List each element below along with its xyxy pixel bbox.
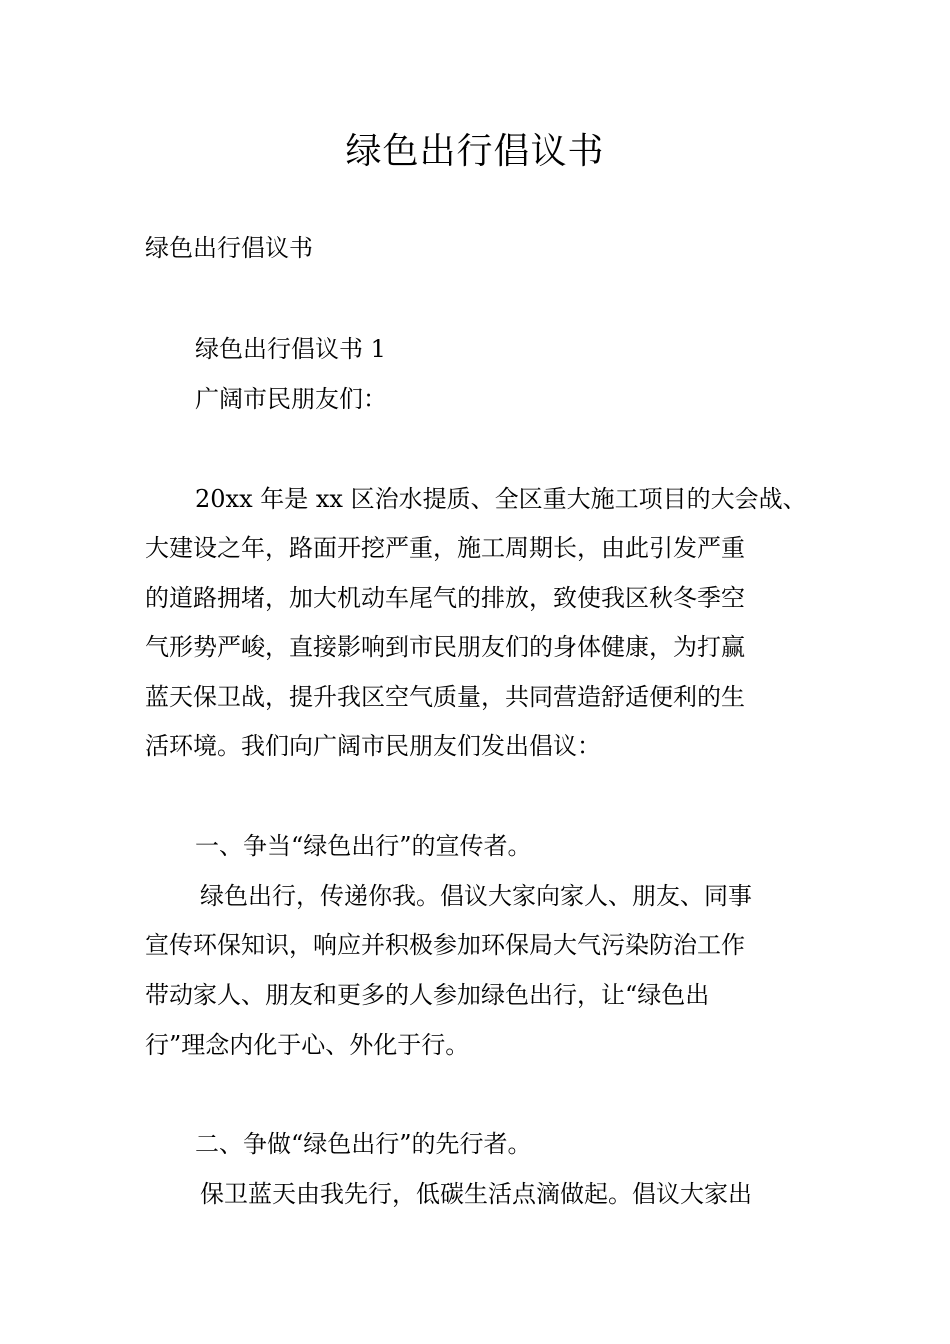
intro-line-2: 大建设之年，路面开挖严重，施工周期长，由此引发严重 (145, 534, 745, 562)
intro-line-3: 的道路拥堵，加大机动车尾气的排放，致使我区秋冬季空 (145, 584, 745, 612)
intro-line-5: 蓝天保卫战，提升我区空气质量，共同营造舒适便利的生 (145, 683, 745, 711)
point2-heading: 二、争做“绿色出行”的先行者。 (195, 1130, 532, 1158)
point1-line-2: 宣传环保知识，响应并积极参加环保局大气污染防治工作 (145, 931, 745, 959)
document-subtitle: 绿色出行倡议书 (145, 234, 313, 262)
point1-line-3: 带动家人、朋友和更多的人参加绿色出行，让“绿色出 (145, 981, 710, 1009)
salutation: 广阔市民朋友们： (195, 385, 387, 413)
section-heading: 绿色出行倡议书 1 (195, 335, 386, 363)
point1-line-4: 行”理念内化于心、外化于行。 (145, 1031, 470, 1059)
intro-line-4: 气形势严峻，直接影响到市民朋友们的身体健康，为打赢 (145, 633, 745, 661)
point1-line-1: 绿色出行，传递你我。倡议大家向家人、朋友、同事 (200, 882, 752, 910)
point2-line-1: 保卫蓝天由我先行，低碳生活点滴做起。倡议大家出 (200, 1180, 752, 1208)
document-title: 绿色出行倡议书 (345, 131, 605, 172)
intro-line-6: 活环境。我们向广阔市民朋友们发出倡议： (145, 732, 601, 760)
intro-line-1: 20xx 年是 xx 区治水提质、全区重大施工项目的大会战、 (195, 485, 807, 513)
point1-heading: 一、争当“绿色出行”的宣传者。 (195, 832, 532, 860)
